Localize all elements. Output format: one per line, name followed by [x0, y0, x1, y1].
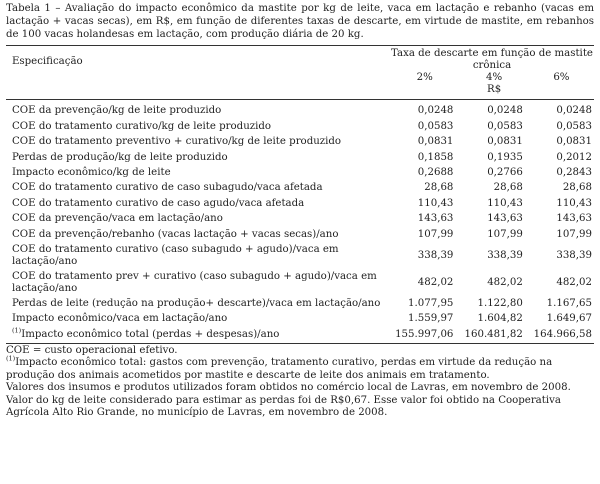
cell-value: 1.604,82 — [477, 313, 523, 325]
footnote-marker: (1) — [6, 354, 16, 363]
cell-value: 0,0248 — [417, 105, 454, 117]
header-rate-2: 2% — [416, 71, 433, 83]
cell-value: 1.559,97 — [408, 313, 454, 325]
row-label: Impacto econômico/vaca em lactação/ano — [12, 313, 228, 325]
table-row — [6, 104, 594, 119]
cell-value: 0,1858 — [417, 151, 454, 163]
cell-value: 164.966,58 — [533, 328, 592, 340]
cell-value: 0,0248 — [487, 105, 523, 117]
footnote-text: Impacto econômico total: gastos com prevenção, tratamento curativo, perdas em virtude da redução na produção dos animais acometidos por mastite e descarte de leite dos animais em tratamento. — [6, 357, 553, 381]
row-label-text: Impacto econômico total (perdas + despesas)/ano — [21, 328, 280, 340]
cell-value: 143,63 — [556, 213, 592, 225]
table-row — [6, 227, 594, 242]
note-footnote — [6, 354, 594, 382]
cell-value: 0,0831 — [487, 136, 523, 148]
cell-value: 143,63 — [487, 213, 523, 225]
cell-value: 0,2843 — [556, 166, 592, 178]
cell-value: 0,0583 — [487, 120, 523, 132]
cell-value: 1.649,67 — [546, 313, 592, 325]
table-row — [6, 166, 594, 181]
note-coe: COE = custo operacional efetivo. — [6, 344, 178, 356]
table-row — [6, 181, 594, 196]
cell-value: 482,02 — [487, 276, 523, 288]
cell-value: 1.167,65 — [546, 297, 592, 309]
header-rate-4: 4% — [486, 71, 503, 83]
note-insumos: Valores dos insumos e produtos utilizados foram obtidos no comércio local de Lavras, em novembro de 2008. — [6, 382, 571, 394]
row-label: COE da prevenção/vaca em lactação/ano — [12, 213, 223, 225]
cell-value: 338,39 — [487, 249, 523, 261]
cell-value: 482,02 — [417, 276, 454, 288]
cell-value: 0,0831 — [417, 136, 454, 148]
row-label: Perdas de leite (redução na produção+ descarte)/vaca em lactação/ano — [12, 297, 381, 309]
row-label: Impacto econômico/kg de leite — [12, 166, 171, 178]
note-milk-value: Valor do kg de leite considerado para estimar as perdas foi de R$0,67. Esse valor foi obtido na Cooperativa Agrícola Alto Rio Grande, no município de Lavras, em novembro de 2008. — [6, 394, 561, 418]
header-rate-6: 6% — [553, 71, 570, 83]
row-label: Perdas de produção/kg de leite produzido — [12, 151, 228, 163]
table-row — [6, 312, 594, 327]
row-label: COE do tratamento preventivo + curativo/kg de leite produzido — [12, 136, 342, 148]
row-label: COE do tratamento curativo de caso agudo/vaca afetada — [12, 197, 305, 209]
header-unit: R$ — [487, 84, 502, 96]
header-specification: Especificação — [12, 56, 83, 68]
cell-value: 110,43 — [417, 197, 454, 209]
cell-value: 28,68 — [562, 182, 592, 194]
header-discard-rate-group: Taxa de descarte em função de mastite crônica — [391, 48, 593, 71]
cell-value: 1.077,95 — [408, 297, 454, 309]
row-label: COE da prevenção/kg de leite produzido — [12, 105, 222, 117]
table-row — [6, 150, 594, 165]
table-row — [6, 327, 594, 343]
cell-value: 0,1935 — [487, 151, 523, 163]
row-label: COE do tratamento prev + curativo (caso subagudo + agudo)/vaca em lactação/ano — [12, 270, 377, 295]
cell-value: 107,99 — [417, 228, 454, 240]
table-row — [6, 196, 594, 211]
cell-value: 143,63 — [417, 213, 454, 225]
cell-value: 0,0248 — [556, 105, 592, 117]
table-caption: Tabela 1 – Avaliação do impacto econômico da mastite por kg de leite, vaca em lactação e rebanho (vacas em lactação + vacas secas), em R$, em função de diferentes taxas de descarte, em virtude de mastite, em rebanhos de 100 vacas holandesas em lactação, com produção diária de 20 kg. — [6, 3, 594, 41]
cell-value: 0,2012 — [556, 151, 592, 163]
footnote-marker: (1) — [12, 326, 22, 335]
table-row — [6, 270, 594, 297]
cell-value: 107,99 — [556, 228, 592, 240]
cell-value: 110,43 — [487, 197, 523, 209]
economic-impact-table — [6, 45, 594, 344]
row-label: COE do tratamento curativo/kg de leite produzido — [12, 120, 272, 132]
cell-value: 28,68 — [424, 182, 454, 194]
table-row — [6, 119, 594, 134]
table-row — [6, 243, 594, 270]
cell-value: 110,43 — [556, 197, 592, 209]
cell-value: 482,02 — [556, 276, 592, 288]
cell-value: 0,0583 — [417, 120, 454, 132]
cell-value: 155.997,06 — [395, 328, 454, 340]
cell-value: 0,0583 — [556, 120, 592, 132]
cell-value: 0,2766 — [487, 166, 523, 178]
row-label: COE da prevenção/rebanho (vacas lactação + vacas secas)/ano — [12, 228, 339, 240]
cell-value: 0,2688 — [417, 166, 454, 178]
table-row — [6, 135, 594, 150]
row-label: COE do tratamento curativo de caso subagudo/vaca afetada — [12, 182, 323, 194]
cell-value: 1.122,80 — [477, 297, 523, 309]
row-label-total — [6, 327, 390, 343]
cell-value: 338,39 — [417, 249, 454, 261]
table-row — [6, 212, 594, 227]
table-row — [6, 297, 594, 312]
cell-value: 160.481,82 — [464, 328, 523, 340]
cell-value: 107,99 — [487, 228, 523, 240]
cell-value: 338,39 — [556, 249, 592, 261]
cell-value: 0,0831 — [556, 136, 592, 148]
cell-value: 28,68 — [493, 182, 523, 194]
table-notes — [6, 345, 594, 420]
row-label: COE do tratamento curativo (caso subagudo + agudo)/vaca em lactação/ano — [12, 243, 339, 268]
